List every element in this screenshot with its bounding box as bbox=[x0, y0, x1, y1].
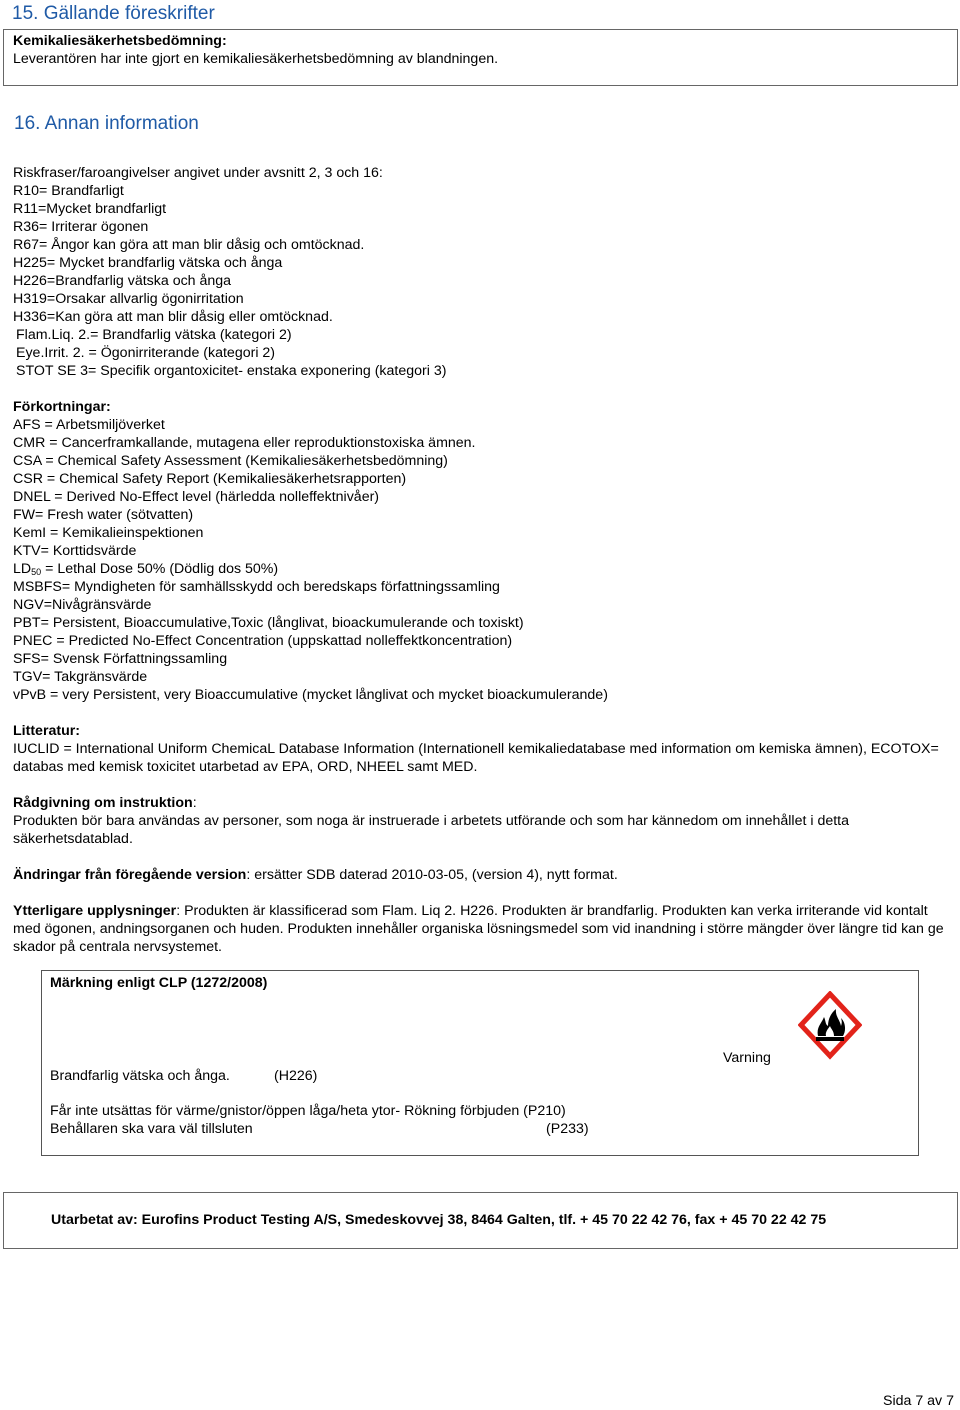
phrase-line: Eye.Irrit. 2. = Ögonirriterande (kategori 2) bbox=[16, 345, 276, 361]
abbreviations-heading: Förkortningar: bbox=[13, 399, 111, 415]
abbreviation-line: MSBFS= Myndigheten för samhällsskydd och beredskaps författningssamling bbox=[13, 579, 500, 595]
changes-text: : ersätter SDB daterad 2010-03-05, (version 4), nytt format. bbox=[246, 867, 618, 883]
abbreviation-line: FW= Fresh water (sötvatten) bbox=[13, 507, 194, 523]
precaution-p233-text: Behållaren ska vara väl tillsluten bbox=[50, 1121, 253, 1137]
phrase-line: H226=Brandfarlig vätska och ånga bbox=[13, 273, 232, 289]
abbreviation-line: CSR = Chemical Safety Report (Kemikaliesäkerhetsrapporten) bbox=[13, 471, 407, 487]
abbreviation-line: KemI = Kemikalieinspektionen bbox=[13, 525, 204, 541]
abbreviation-line-ld50 bbox=[13, 560, 948, 578]
clp-labelling-box bbox=[41, 970, 919, 1156]
abbreviation-line: PNEC = Predicted No-Effect Concentration (uppskattad nolleffektkoncentration) bbox=[13, 633, 513, 649]
extra-info-heading: Ytterligare upplysninger bbox=[13, 903, 177, 919]
abbreviation-line: vPvB = very Persistent, very Bioaccumulative (mycket långlivat och mycket bioackumulerande) bbox=[13, 687, 608, 703]
phrase-line: STOT SE 3= Specifik organtoxicitet- enstaka exponering (kategori 3) bbox=[16, 363, 447, 379]
box-label: Kemikaliesäkerhetsbedömning: bbox=[13, 33, 227, 49]
page-number: Sida 7 av 7 bbox=[883, 1393, 954, 1409]
literature-heading: Litteratur: bbox=[13, 723, 80, 739]
abbreviation-line: AFS = Arbetsmiljöverket bbox=[13, 417, 165, 433]
clp-title: Märkning enligt CLP (1272/2008) bbox=[50, 975, 268, 991]
phrase-line: Flam.Liq. 2.= Brandfarlig vätska (kategori 2) bbox=[16, 327, 292, 343]
abbreviation-line: TGV= Takgränsvärde bbox=[13, 669, 148, 685]
phrase-line: H336=Kan göra att man blir dåsig eller omtöcknad. bbox=[13, 309, 333, 325]
extra-info-text: : Produkten är klassificerad som Flam. Liq 2. H226. Produkten är brandfarlig. Produkten kan verka irriterande vid kontalt med ögonen, andningsorganen och huden. Produkten innehåller organiska lösningsmedel som vid inandning i större mängder över längre tid kan ge skador på centrala nervsystemet. bbox=[13, 903, 944, 955]
phrase-line: H225= Mycket brandfarlig vätska och ånga bbox=[13, 255, 283, 271]
phrases-heading: Riskfraser/faroangivelser angivet under avsnitt 2, 3 och 16: bbox=[13, 165, 383, 181]
footer-box bbox=[3, 1192, 958, 1249]
phrase-line: R36= Irriterar ögonen bbox=[13, 219, 149, 235]
abbreviation-line: NGV=Nivågränsvärde bbox=[13, 597, 152, 613]
changes-paragraph bbox=[13, 866, 948, 884]
advice-heading: Rådgivning om instruktion bbox=[13, 795, 193, 811]
section-16-body bbox=[13, 164, 948, 956]
flame-icon bbox=[798, 991, 862, 1065]
precaution-p233-code: (P233) bbox=[546, 1121, 589, 1137]
advice-heading-line bbox=[13, 794, 948, 812]
section-15-heading: 15. Gällande föreskrifter bbox=[12, 3, 215, 24]
abbreviation-line: CMR = Cancerframkallande, mutagena eller reproduktionstoxiska ämnen. bbox=[13, 435, 476, 451]
ld50-subscript: 50 bbox=[31, 567, 42, 577]
abbreviation-line: SFS= Svensk Författningssamling bbox=[13, 651, 228, 667]
hazard-statement: Brandfarlig vätska och ånga. bbox=[50, 1068, 230, 1084]
extra-info-paragraph bbox=[13, 902, 948, 956]
abbreviation-line: PBT= Persistent, Bioaccumulative,Toxic (långlivat, bioackumulerande och toxiskt) bbox=[13, 615, 524, 631]
abbreviation-line: CSA = Chemical Safety Assessment (Kemikaliesäkerhetsbedömning) bbox=[13, 453, 448, 469]
phrase-line: H319=Orsakar allvarlig ögonirritation bbox=[13, 291, 244, 307]
ld50-prefix: LD bbox=[13, 561, 32, 577]
chemical-safety-assessment-box bbox=[3, 29, 958, 86]
hazard-code: (H226) bbox=[274, 1068, 318, 1084]
literature-text: IUCLID = International Uniform ChemicaL Database Information (Internationell kemikaliedatabase med information om kemiska ämnen), ECOTOX= databas med kemisk toxicitet utarbetad av EPA, ORD, NHEEL samt MED. bbox=[13, 741, 939, 775]
ld50-text: = Lethal Dose 50% (Dödlig dos 50%) bbox=[41, 561, 279, 577]
phrase-line: R11=Mycket brandfarligt bbox=[13, 201, 167, 217]
footer-text: Utarbetat av: Eurofins Product Testing A/S, Smedeskovvej 38, 8464 Galten, tlf. + 45 70 22 42 76, fax + 45 70 22 42 75 bbox=[51, 1212, 827, 1228]
abbreviation-line: DNEL = Derived No-Effect level (härledda nolleffektnivåer) bbox=[13, 489, 380, 505]
abbreviation-line: KTV= Korttidsvärde bbox=[13, 543, 137, 559]
precaution-p210: Får inte utsättas för värme/gnistor/öppen låga/heta ytor- Rökning förbjuden (P210) bbox=[50, 1103, 566, 1119]
changes-heading: Ändringar från föregående version bbox=[13, 867, 247, 883]
advice-colon: : bbox=[192, 795, 197, 811]
box-text: Leverantören har inte gjort en kemikaliesäkerhetsbedömning av blandningen. bbox=[13, 51, 499, 67]
phrase-line: R67= Ångor kan göra att man blir dåsig och omtöcknad. bbox=[13, 237, 365, 253]
advice-text: Produkten bör bara användas av personer, som noga är instruerade i arbetets utförande och som har kännedom om innehållet i detta säkerhetsdatablad. bbox=[13, 813, 849, 847]
section-16-heading: 16. Annan information bbox=[14, 113, 199, 134]
signal-word: Varning bbox=[723, 1050, 771, 1066]
phrase-line: R10= Brandfarligt bbox=[13, 183, 124, 199]
